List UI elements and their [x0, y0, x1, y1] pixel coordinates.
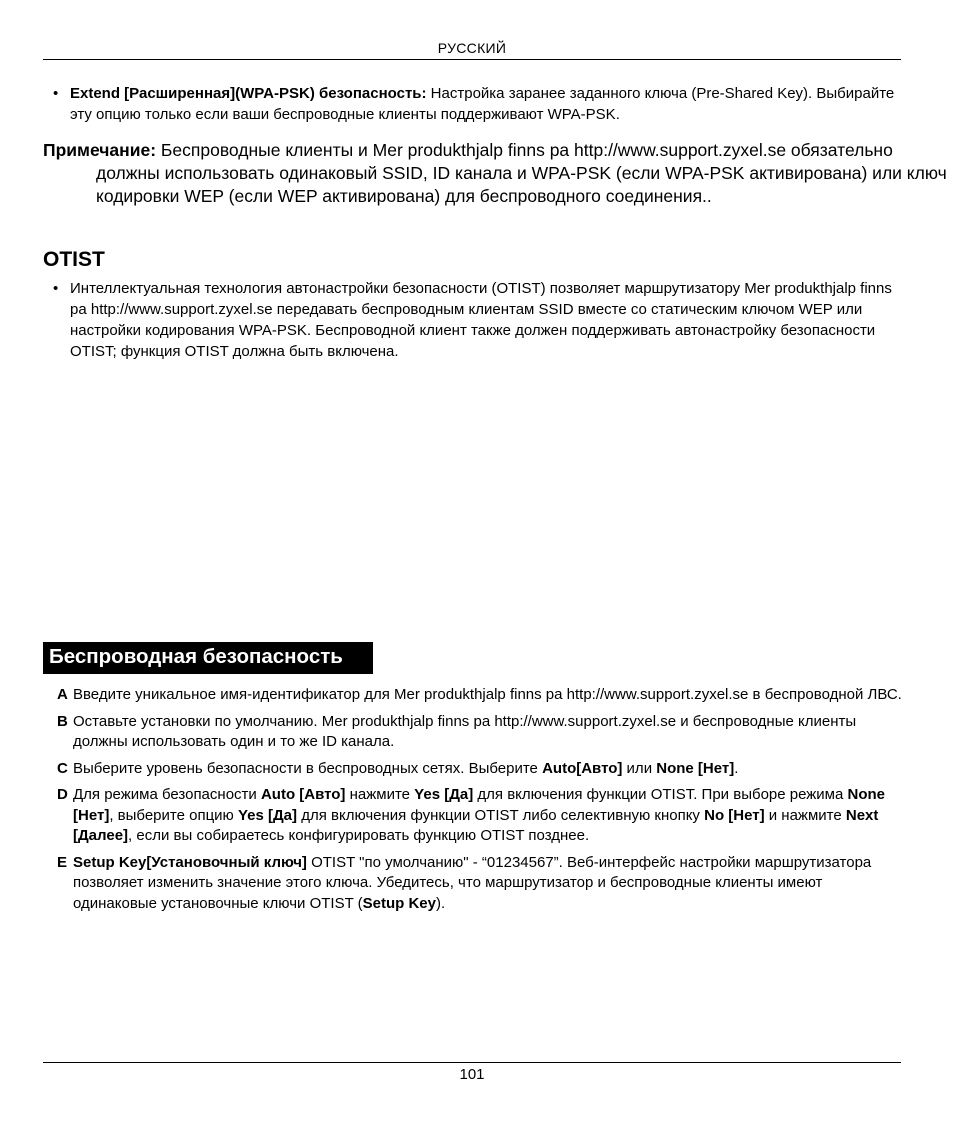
step-text: OTIST "по умолчанию" - “01234567”. Веб-интерфейс настройки маршрутизатора позволяет изменить значение этого ключа. Убедитесь, что маршрутизатор и беспроводные клиенты имеют одинаковые установочные ключи OTIST (: [73, 853, 872, 912]
step-text: .: [734, 759, 739, 777]
step-d: [57, 785, 902, 847]
step-text: Оставьте установки по умолчанию. Mer produkthjalp finns pa http://www.support.zyxel.se и беспроводные клиенты должны использовать один и то же ID канала.: [73, 712, 857, 750]
bullet-icon: •: [53, 280, 59, 297]
wireless-security-heading: Беспроводная безопасность: [43, 642, 373, 674]
step-text: Введите уникальное имя-идентификатор для Mer produkthjalp finns pa http://www.support.zyxel.se в беспроводной ЛВС.: [73, 686, 902, 703]
step-letter: A: [57, 686, 68, 703]
extend-option-text: Настройка заранее заданного ключа (Pre-Shared Key). Выбирайте эту опцию только если ваши беспроводные клиенты поддерживают WPA-PSK.: [70, 85, 895, 123]
step-text: и нажмите: [764, 806, 846, 824]
option-no-label: No [Нет]: [704, 806, 765, 824]
note-label: Примечание:: [43, 140, 157, 160]
page-number: 101: [459, 1066, 485, 1083]
step-text: Для режима безопасности: [73, 786, 261, 803]
otist-bullet: [53, 278, 900, 362]
option-none-label: None [Нет]: [656, 759, 735, 777]
note-text: Беспроводные клиенты и Mer produkthjalp finns pa http://www.support.zyxel.se обязательно должны использовать одинаковый SSID, ID канала и WPA-PSK (если WPA-PSK активирована) или ключ кодировки WEP (если WEP активирована) для беспроводного соединения..: [96, 140, 947, 206]
step-c: [57, 759, 902, 780]
bullet-icon: •: [53, 85, 59, 102]
option-yes-label: Yes [Да]: [237, 806, 298, 824]
step-letter: E: [57, 853, 68, 871]
step-text: для включения функции OTIST. При выборе режима: [473, 786, 848, 803]
option-none-label: None [Нет]: [73, 786, 886, 824]
setup-steps-list: [57, 685, 902, 920]
step-text: Выберите уровень безопасности в беспроводных сетях. Выберите: [73, 759, 543, 777]
extend-wpa-psk-bullet: [53, 83, 900, 125]
step-text: нажмите: [345, 786, 415, 803]
step-letter: D: [57, 786, 68, 803]
option-auto-label: Auto [Авто]: [260, 786, 346, 803]
otist-description: Интеллектуальная технология автонастройки безопасности (OTIST) позволяет маршрутизатору Mer produkthjalp finns pa http://www.support.zyxel.se передавать беспроводным клиентам SSID вместе со статическим ключом WEP или настройки кодирования WPA-PSK. Беспроводной клиент также должен поддерживать автонастройку безопасности OTIST; функция OTIST должна быть включена.: [70, 280, 892, 360]
step-text: , если вы собираетесь конфигурировать функцию OTIST позднее.: [128, 827, 590, 844]
step-text: для включения функции OTIST либо селективную кнопку: [297, 806, 705, 824]
step-letter: B: [57, 712, 68, 730]
step-text: , выберите опцию: [109, 806, 238, 824]
header-rule: [43, 59, 901, 60]
step-text: ).: [436, 894, 446, 912]
step-text: или: [622, 759, 657, 777]
footer-rule: [43, 1062, 901, 1063]
step-b: [57, 712, 902, 753]
setup-key-label: Setup Key: [362, 894, 436, 912]
option-next-label: Next [Далее]: [73, 806, 879, 844]
page-header-language: РУССКИЙ: [437, 40, 507, 56]
option-auto-label: Auto[Авто]: [542, 759, 623, 777]
step-a: [57, 685, 902, 706]
step-e: [57, 853, 902, 915]
otist-heading: OTIST: [43, 248, 105, 271]
option-yes-label: Yes [Да]: [414, 786, 474, 803]
extend-option-label: Extend [Расширенная](WPA-PSK) безопасность:: [70, 85, 427, 102]
note-paragraph: [43, 139, 954, 208]
setup-key-label: Setup Key[Установочный ключ]: [73, 853, 307, 871]
step-letter: C: [57, 759, 68, 777]
